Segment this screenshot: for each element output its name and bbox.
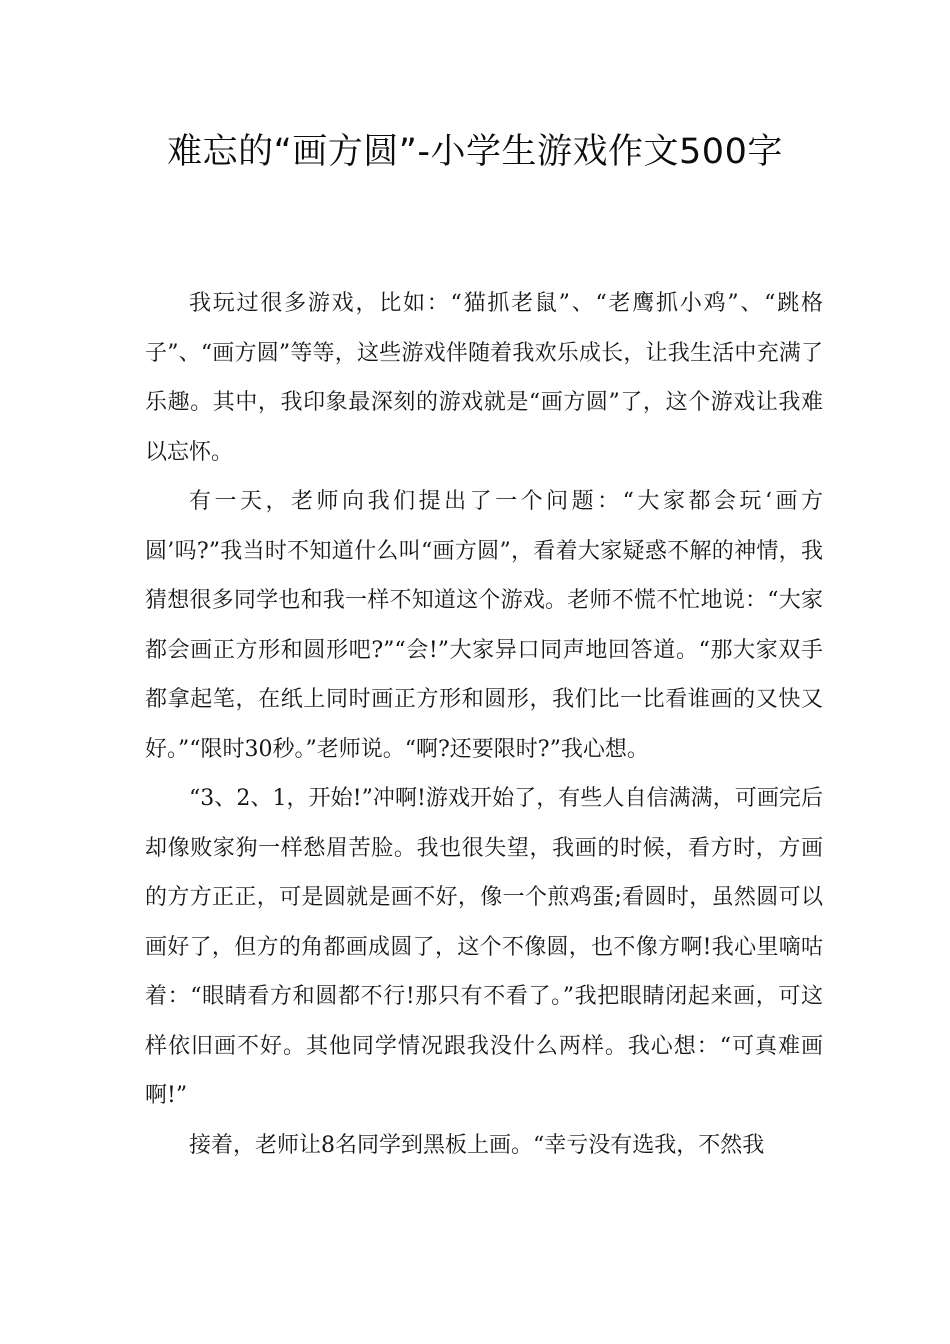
document-body	[145, 279, 823, 1170]
paragraph-1: 我玩过很多游戏，比如：“猫抓老鼠”、“老鹰抓小鸡”、“跳格子”、“画方圆”等等，这些游戏伴随着我欢乐成长，让我生活中充满了乐趣。其中，我印象最深刻的游戏就是“画方圆”了，这个游戏让我难以忘怀。	[145, 291, 823, 465]
paragraph-2: 有一天，老师向我们提出了一个问题：“大家都会玩‘画方圆’吗?”我当时不知道什么叫“画方圆”，看着大家疑惑不解的神情，我猜想很多同学也和我一样不知道这个游戏。老师不慌不忙地说：“大家都会画正方形和圆形吧?”“会!”大家异口同声地回答道。“那大家双手都拿起笔，在纸上同时画正方形和圆形，我们比一比看谁画的又快又好。”“限时30秒。”老师说。“啊?还要限时?”我心想。	[145, 489, 823, 762]
document-title: 难忘的“画方圆”-小学生游戏作文500字	[167, 132, 783, 172]
paragraph-4: 接着，老师让8名同学到黑板上画。“幸亏没有选我，不然我	[189, 1132, 765, 1158]
paragraph-3: “3、2、1，开始!”冲啊!游戏开始了，有些人自信满满，可画完后却像败家狗一样愁眉苦脸。我也很失望，我画的时候，看方时，方画的方方正正，可是圆就是画不好，像一个煎鸡蛋;看圆时，虽然圆可以画好了，但方的角都画成圆了，这个不像圆，也不像方啊!我心里嘀咕着：“眼睛看方和圆都不行!那只有不看了。”我把眼睛闭起来画，可这样依旧画不好。其他同学情况跟我没什么两样。我心想：“可真难画啊!”	[145, 786, 823, 1108]
